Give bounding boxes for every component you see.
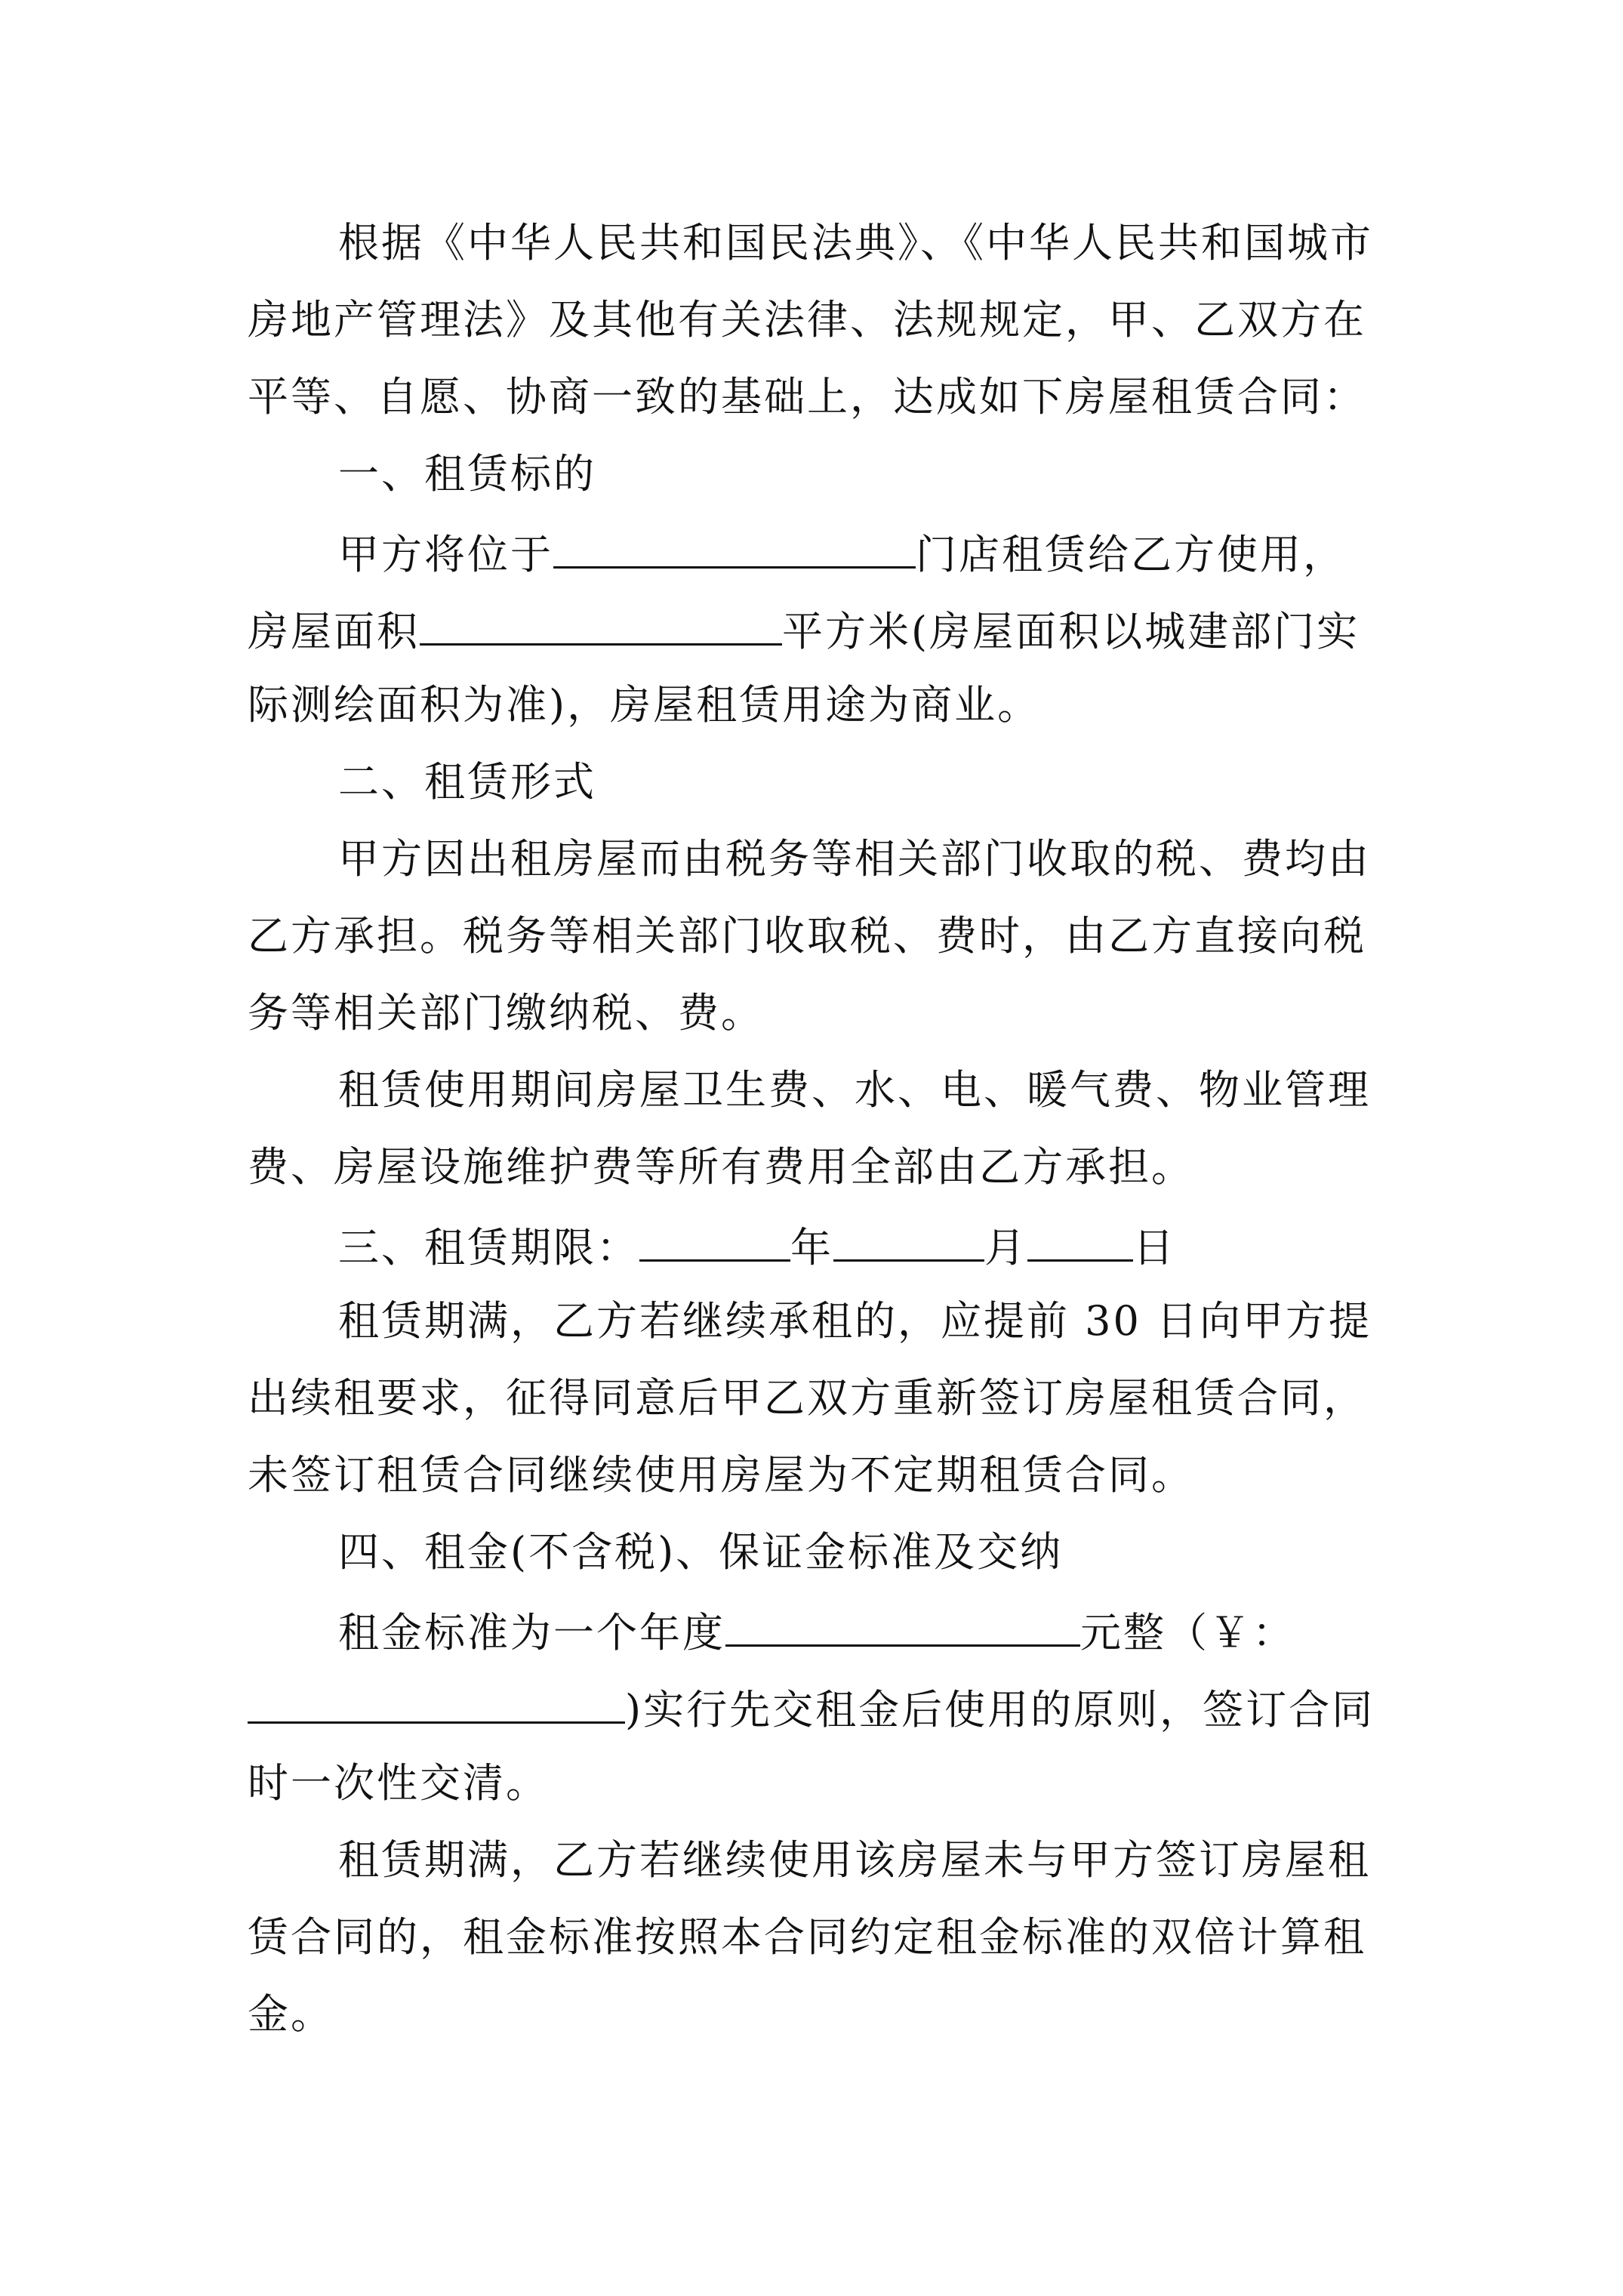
lease-location-prefix: 甲方将位于	[338, 531, 553, 578]
rent-amount-line-2	[248, 1682, 1375, 1734]
month-blank[interactable]	[833, 1220, 984, 1262]
month-label: 月	[984, 1224, 1027, 1271]
rent-standard-line	[338, 1605, 1295, 1657]
paragraph-intro-line-2: 房地产管理法》及其他有关法律、法规规定，甲、乙双方在	[248, 296, 1366, 344]
rent-standard-suffix: 元整（￥：	[1080, 1609, 1295, 1657]
overdue-paragraph-line-1: 租赁期满，乙方若继续使用该房屋未与甲方签订房屋租	[338, 1836, 1371, 1884]
section-heading-rent-deposit: 四、租金(不含税)、保证金标准及交纳	[338, 1528, 1064, 1576]
lease-location-suffix: 门店租赁给乙方使用，	[916, 531, 1346, 578]
rent-figure-blank[interactable]	[248, 1682, 625, 1724]
lease-term-line	[338, 1220, 1176, 1272]
year-blank[interactable]	[639, 1220, 790, 1262]
lease-location-line	[338, 527, 1346, 579]
day-label: 日	[1133, 1224, 1176, 1271]
section-heading-lease-form: 二、租赁形式	[338, 758, 596, 806]
renewal-paragraph-line-2: 出续租要求，征得同意后甲乙双方重新签订房屋租赁合同，	[248, 1374, 1366, 1422]
renewal-paragraph-line-3: 未签订租赁合同继续使用房屋为不定期租赁合同。	[248, 1451, 1194, 1499]
rent-amount-suffix: )实行先交租金后使用的原则，签订合同	[625, 1686, 1375, 1734]
area-prefix: 房屋面积	[248, 608, 420, 655]
section-heading-lease-object: 一、租赁标的	[338, 450, 596, 498]
tax-paragraph-line-2: 乙方承担。税务等相关部门收取税、费时，由乙方直接向税	[248, 912, 1366, 960]
renewal-paragraph-line-1: 租赁期满，乙方若继续承租的，应提前 30 日向甲方提	[338, 1297, 1372, 1345]
area-blank[interactable]	[420, 604, 782, 646]
area-line-2: 际测绘面积为准)，房屋租赁用途为商业。	[248, 681, 1041, 729]
overdue-paragraph-line-3: 金。	[248, 1990, 334, 2038]
paragraph-intro-line-1: 根据《中华人民共和国民法典》、《中华人民共和国城市	[338, 219, 1373, 267]
fees-paragraph-line-2: 费、房屋设施维护费等所有费用全部由乙方承担。	[248, 1143, 1194, 1191]
area-suffix: 平方米(房屋面积以城建部门实	[782, 608, 1360, 655]
overdue-paragraph-line-2: 赁合同的，租金标准按照本合同约定租金标准的双倍计算租	[248, 1913, 1366, 1961]
lease-term-label: 三、租赁期限：	[338, 1224, 639, 1271]
area-line	[248, 604, 1360, 656]
paragraph-intro-line-3: 平等、自愿、协商一致的基础上，达成如下房屋租赁合同：	[248, 373, 1366, 421]
fees-paragraph-line-1: 租赁使用期间房屋卫生费、水、电、暖气费、物业管理	[338, 1066, 1371, 1114]
tax-paragraph-line-1: 甲方因出租房屋而由税务等相关部门收取的税、费均由	[338, 835, 1371, 883]
location-blank[interactable]	[553, 527, 916, 569]
tax-paragraph-line-3: 务等相关部门缴纳税、费。	[248, 989, 764, 1037]
rent-amount-line-3: 时一次性交清。	[248, 1759, 549, 1807]
rent-standard-prefix: 租金标准为一个年度	[338, 1609, 725, 1657]
rent-amount-blank[interactable]	[725, 1605, 1080, 1647]
day-blank[interactable]	[1027, 1220, 1133, 1262]
year-label: 年	[790, 1224, 833, 1271]
